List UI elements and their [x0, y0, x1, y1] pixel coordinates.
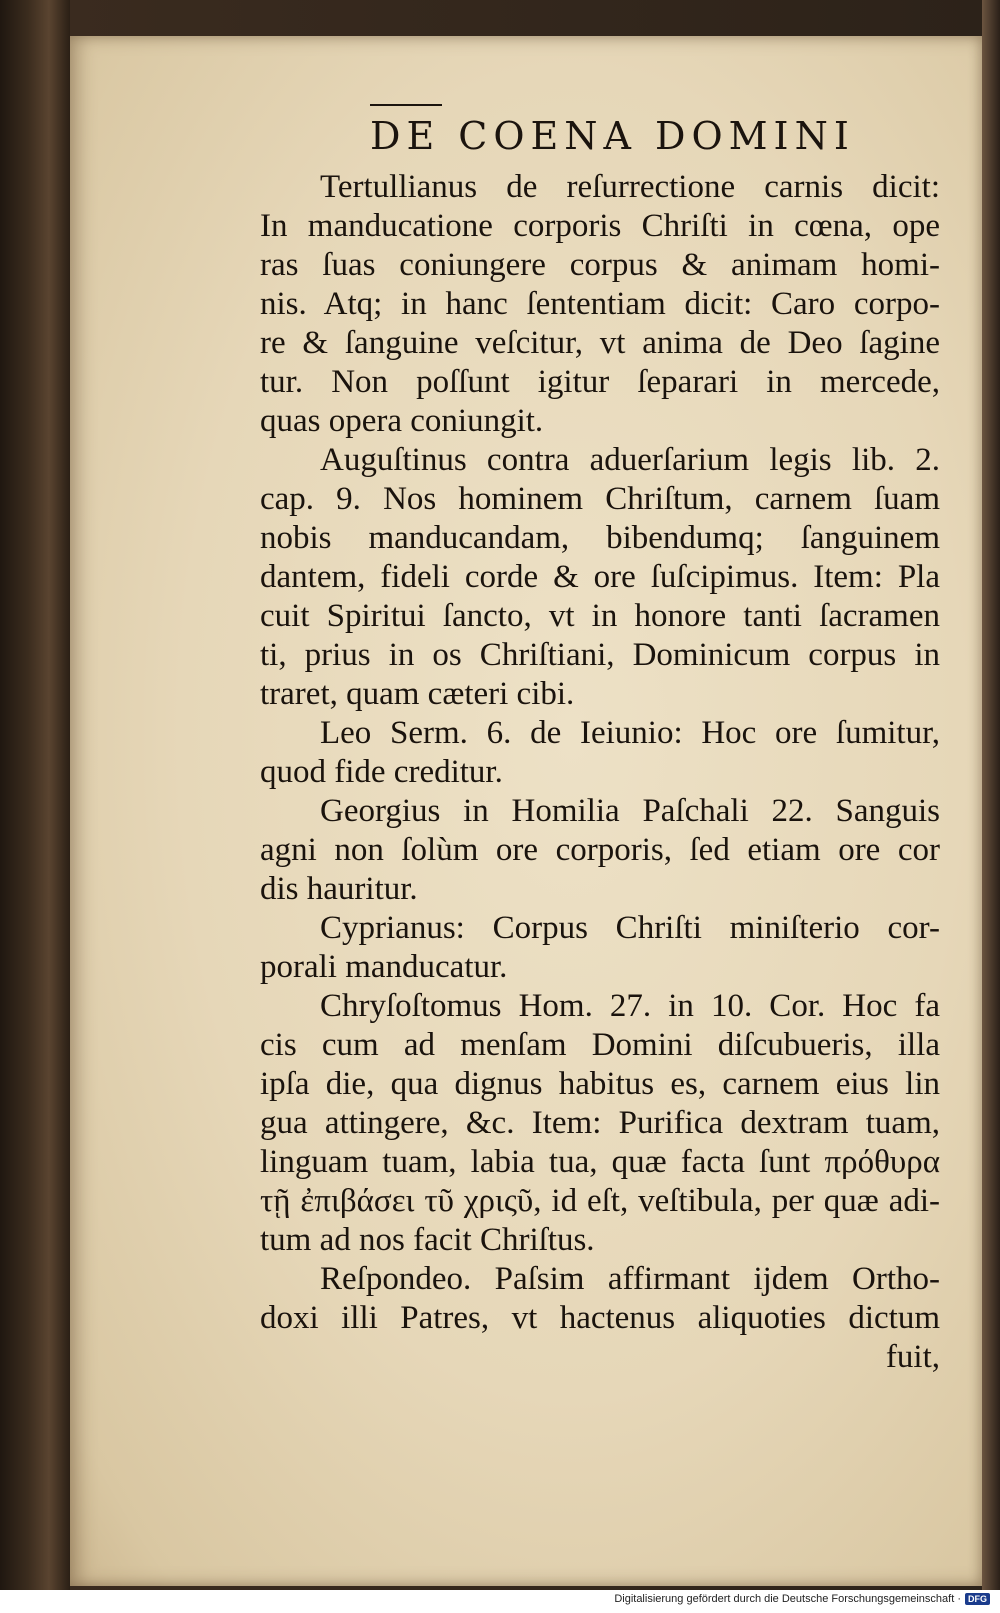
- text-line: quod fide creditur.: [260, 754, 503, 790]
- text-line: nobis manducandam, bibendumq; ſanguinem: [260, 520, 940, 556]
- text-line: ipſa die, qua dignus habitus es, carnem eius lin: [260, 1066, 940, 1102]
- text-line: tum ad nos facit Chriſtus.: [260, 1222, 595, 1258]
- text-line: agni non ſolùm ore corporis, ſed etiam ore cor: [260, 832, 940, 868]
- dfg-logo: DFG: [965, 1593, 990, 1605]
- book-page: [70, 36, 982, 1586]
- text-line: dantem, fideli corde & ore ſuſcipimus. Item: Pla: [260, 559, 940, 595]
- book-right-edge: [982, 0, 1000, 1590]
- text-line: Auguſtinus contra aduerſarium legis lib. 2.: [320, 442, 940, 478]
- text-line: ti, prius in os Chriſtiani, Dominicum corpus in: [260, 637, 940, 673]
- text-line: cis cum ad menſam Domini diſcubueris, illa: [260, 1027, 940, 1063]
- text-line: Cyprianus: Corpus Chriſti miniſterio cor-: [320, 910, 940, 946]
- text-line: τῇ ἐπιβάσει τῦ χριςῦ, id eſt, veſtibula, per quæ adi-: [260, 1183, 940, 1219]
- text-line: traret, quam cæteri cibi.: [260, 676, 575, 712]
- text-line: tur. Non poſſunt igitur ſeparari in mercede,: [260, 364, 940, 400]
- body-text: [260, 168, 940, 1377]
- text-line: gua attingere, &c. Item: Purifica dextram tuam,: [260, 1105, 940, 1141]
- text-line: ras ſuas coniungere corpus & animam homi-: [260, 247, 940, 283]
- text-line: Chryſoſtomus Hom. 27. in 10. Cor. Hoc fa: [320, 988, 940, 1024]
- text-line: cap. 9. Nos hominem Chriſtum, carnem ſuam: [260, 481, 940, 517]
- digitization-credit: [614, 1593, 990, 1605]
- text-line: Leo Serm. 6. de Ieiunio: Hoc ore ſumitur,: [320, 715, 940, 751]
- text-line: re & ſanguine veſcitur, vt anima de Deo ſagine: [260, 325, 940, 361]
- text-line: linguam tuam, labia tua, quæ facta ſunt πρόθυρα: [260, 1144, 940, 1180]
- text-line: Georgius in Homilia Paſchali 22. Sanguis: [320, 793, 940, 829]
- text-line: Tertullianus de reſurrectione carnis dicit:: [320, 169, 940, 205]
- text-line: dis hauritur.: [260, 871, 418, 907]
- credit-text: Digitalisierung gefördert durch die Deutsche Forschungsgemeinschaft ·: [614, 1593, 961, 1605]
- text-line: quas opera coniungit.: [260, 403, 544, 439]
- text-line: porali manducatur.: [260, 949, 508, 985]
- text-line: Reſpondeo. Paſsim affirmant ijdem Ortho-: [320, 1261, 940, 1297]
- text-line: nis. Atq; in hanc ſententiam dicit: Caro corpo-: [260, 286, 940, 322]
- header-rule: [370, 104, 442, 106]
- running-head: DE COENA DOMINI: [370, 114, 855, 158]
- text-line: cuit Spiritui ſancto, vt in honore tanti ſacramen: [260, 598, 940, 634]
- text-line: In manducatione corporis Chriſti in cœna, ope: [260, 208, 940, 244]
- book-spine-edge: [0, 0, 70, 1590]
- text-line: doxi illi Patres, vt hactenus aliquoties dictum: [260, 1300, 940, 1336]
- text-line: fuit,: [885, 1339, 940, 1375]
